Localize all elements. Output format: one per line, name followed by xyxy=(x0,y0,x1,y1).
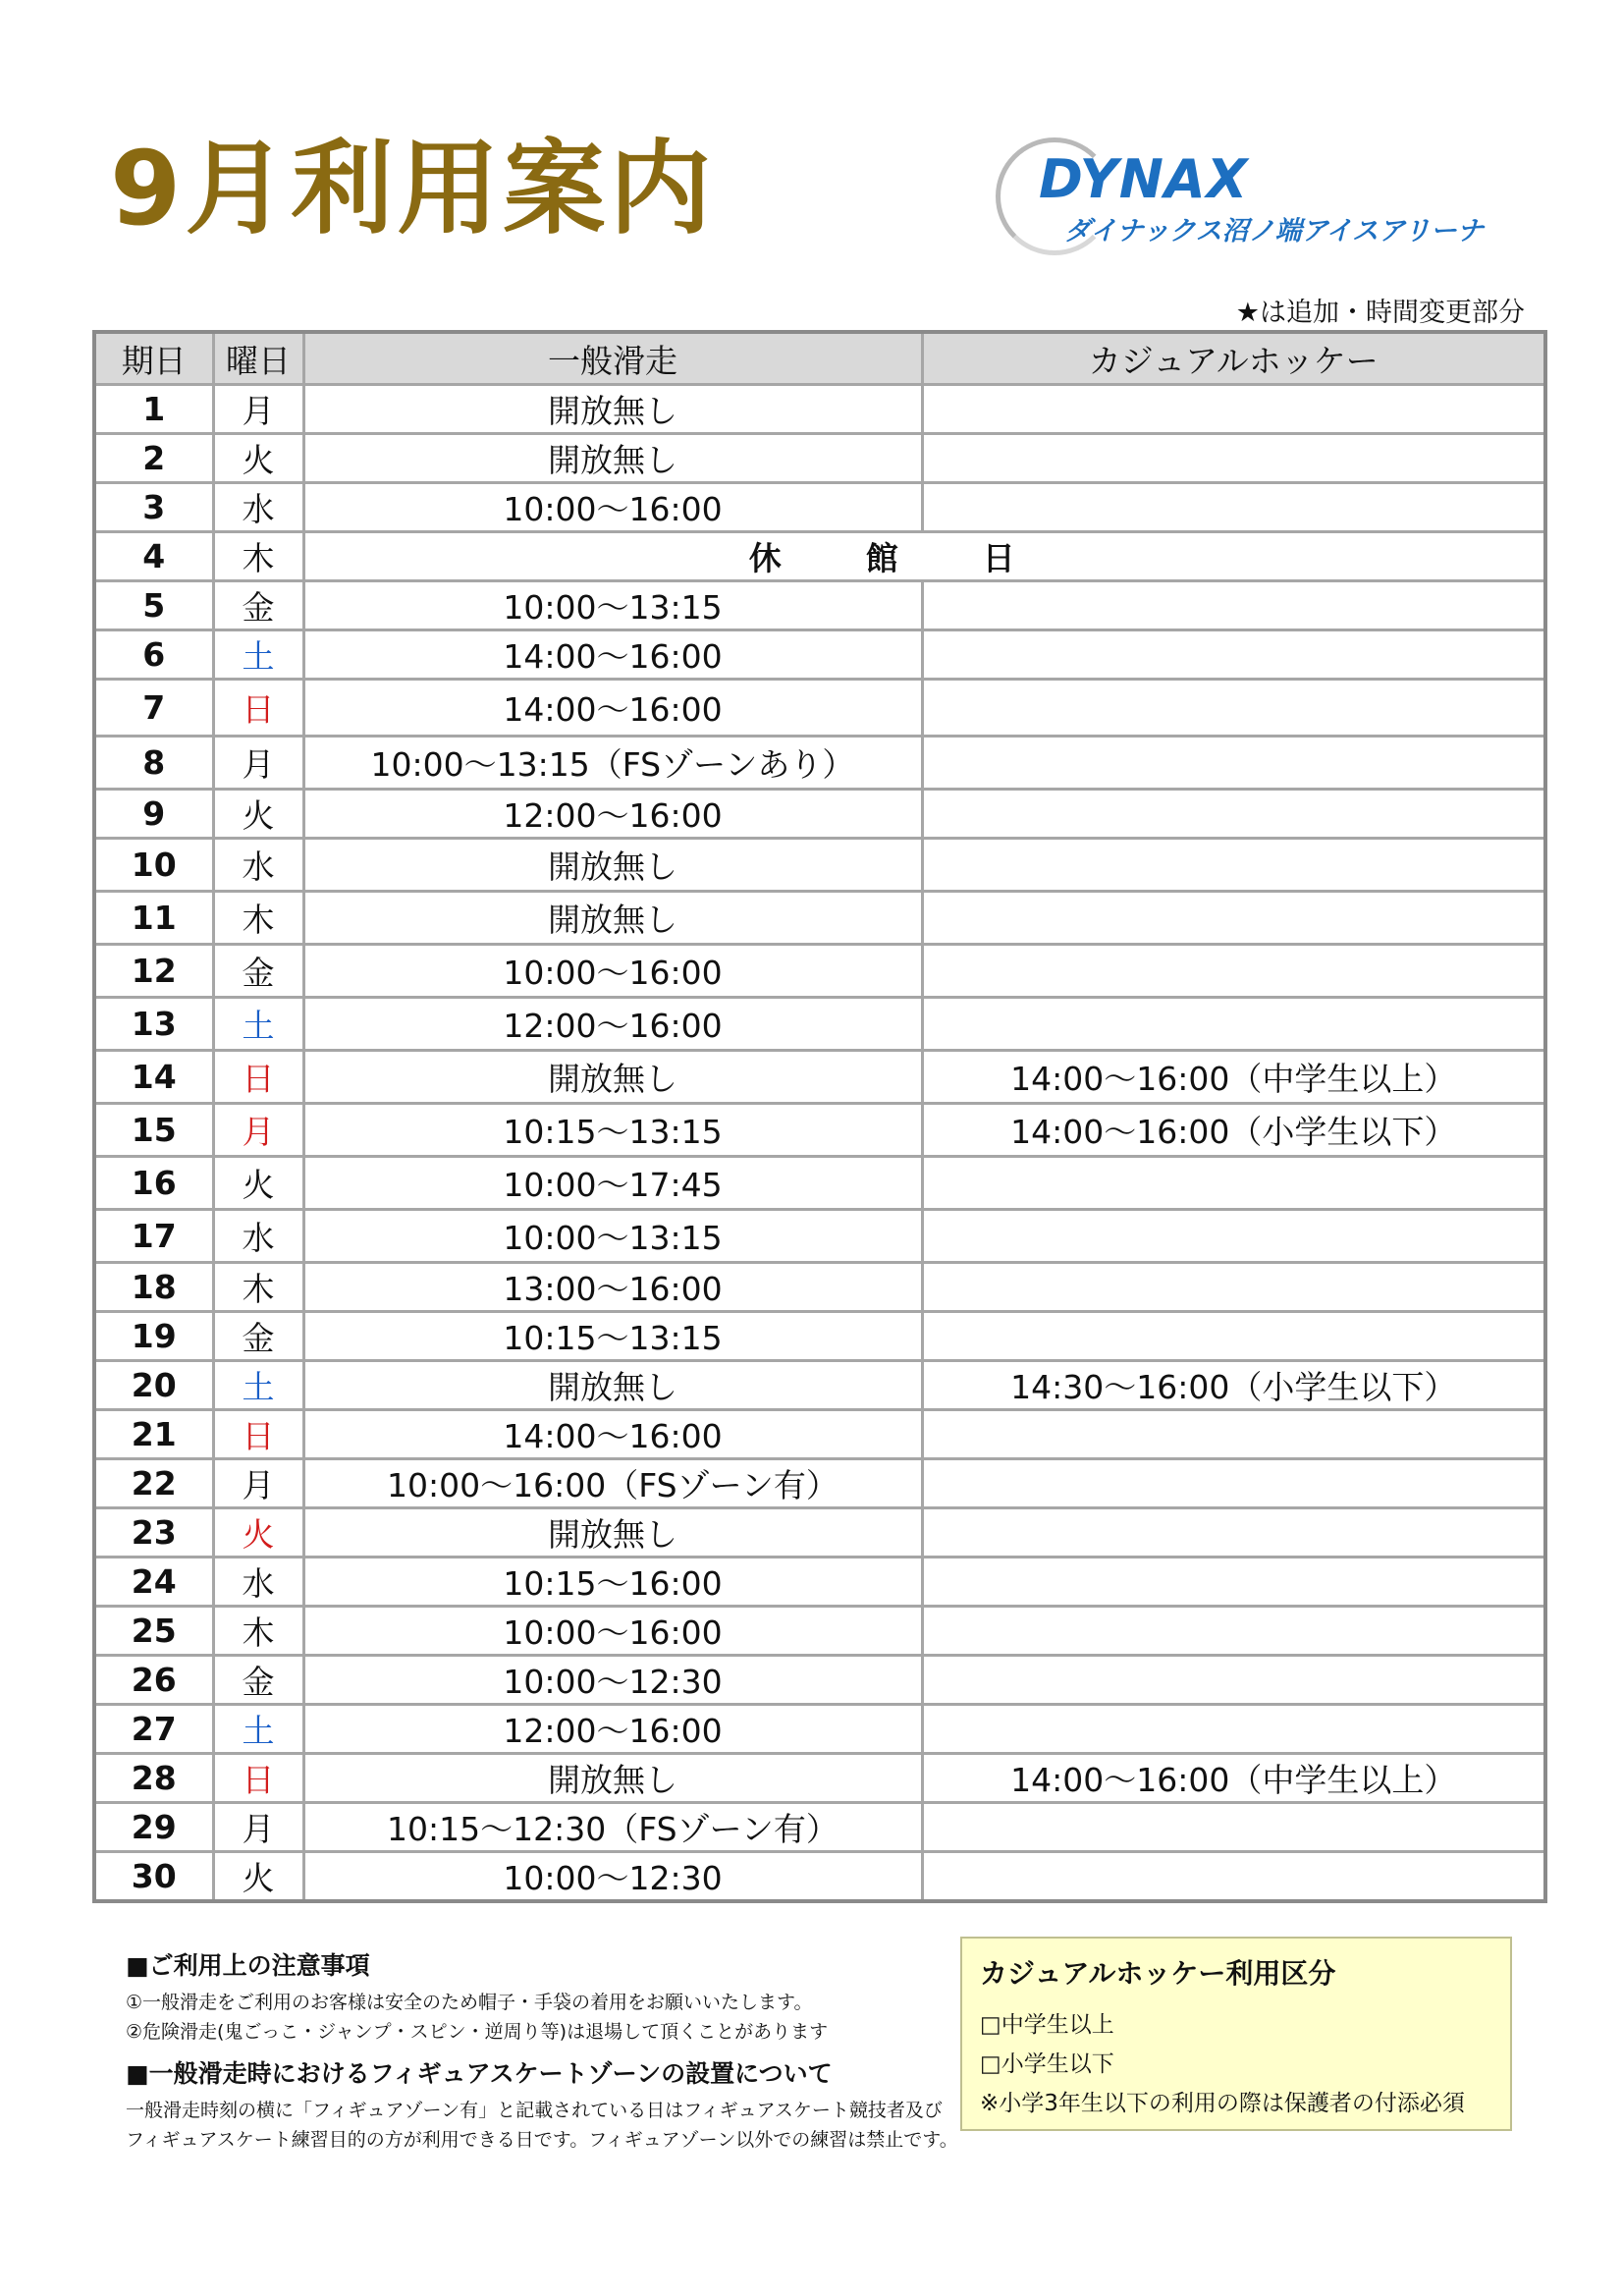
cell-casual-hockey xyxy=(922,630,1545,680)
cell-weekday: 水 xyxy=(213,1558,303,1607)
cell-casual-hockey xyxy=(922,1558,1545,1607)
notes-line: ②危険滑走(鬼ごっこ・ジャンプ・スピン・逆周り等)は退場して頂くことがあります xyxy=(126,2021,829,2043)
cell-general-skating: 12:00～16:00 xyxy=(303,998,922,1051)
table-row xyxy=(94,790,1545,839)
cell-date: 19 xyxy=(94,1312,213,1361)
table-row xyxy=(94,998,1545,1051)
cell-weekday: 土 xyxy=(213,1361,303,1410)
cell-date: 28 xyxy=(94,1754,213,1803)
cell-weekday: 月 xyxy=(213,737,303,790)
table-row xyxy=(94,892,1545,945)
cell-date: 9 xyxy=(94,790,213,839)
cell-weekday: 金 xyxy=(213,1656,303,1705)
cell-general-skating: 10:00～12:30 xyxy=(303,1656,922,1705)
cell-date: 2 xyxy=(94,434,213,483)
table-row xyxy=(94,1508,1545,1558)
cell-date: 10 xyxy=(94,839,213,892)
cell-casual-hockey xyxy=(922,945,1545,998)
cell-general-skating: 13:00～16:00 xyxy=(303,1263,922,1312)
table-row xyxy=(94,581,1545,630)
star-note: ★は追加・時間変更部分 xyxy=(1235,298,1525,328)
cell-weekday: 金 xyxy=(213,581,303,630)
cell-date: 29 xyxy=(94,1803,213,1852)
cell-casual-hockey xyxy=(922,1459,1545,1508)
cell-date: 17 xyxy=(94,1210,213,1263)
table-row xyxy=(94,1410,1545,1459)
cell-casual-hockey xyxy=(922,1803,1545,1852)
cell-date: 5 xyxy=(94,581,213,630)
cell-casual-hockey xyxy=(922,434,1545,483)
cell-casual-hockey xyxy=(922,1607,1545,1656)
table-row xyxy=(94,1754,1545,1803)
cell-weekday: 木 xyxy=(213,1607,303,1656)
cell-general-skating: 10:15～16:00 xyxy=(303,1558,922,1607)
cell-casual-hockey xyxy=(922,1210,1545,1263)
cell-weekday: 水 xyxy=(213,1210,303,1263)
page-title: 9月利用案内 xyxy=(110,129,716,248)
schedule-body xyxy=(94,385,1545,1902)
cell-casual-hockey xyxy=(922,1656,1545,1705)
notes-line: 一般滑走時刻の横に「フィギュアゾーン有」と記載されている日はフィギュアスケート競技者及び xyxy=(126,2100,943,2121)
cell-general-skating: 14:00～16:00 xyxy=(303,1410,922,1459)
hockey-box-item: □中学生以上 xyxy=(980,2012,1114,2038)
cell-weekday: 月 xyxy=(213,1803,303,1852)
cell-weekday: 金 xyxy=(213,1312,303,1361)
table-row xyxy=(94,385,1545,434)
cell-date: 30 xyxy=(94,1852,213,1902)
cell-casual-hockey: 14:30～16:00（小学生以下） xyxy=(922,1361,1545,1410)
table-row xyxy=(94,1705,1545,1754)
notes-heading-figure-zone: ■一般滑走時におけるフィギュアスケートゾーンの設置について xyxy=(126,2059,833,2088)
cell-general-skating: 10:00～16:00 xyxy=(303,483,922,532)
cell-general-skating: 開放無し xyxy=(303,1508,922,1558)
table-row xyxy=(94,1312,1545,1361)
notes-line: ①一般滑走をご利用のお客様は安全のため帽子・手袋の着用をお願いいたします。 xyxy=(126,1992,813,2013)
cell-casual-hockey xyxy=(922,385,1545,434)
cell-date: 24 xyxy=(94,1558,213,1607)
cell-general-skating: 10:00～16:00（FSゾーン有） xyxy=(303,1459,922,1508)
table-row xyxy=(94,1852,1545,1902)
table-row xyxy=(94,680,1545,737)
cell-date: 4 xyxy=(94,532,213,581)
logo-wordmark: DYNAX xyxy=(1039,148,1249,210)
cell-date: 13 xyxy=(94,998,213,1051)
cell-casual-hockey xyxy=(922,1410,1545,1459)
cell-casual-hockey xyxy=(922,1508,1545,1558)
cell-general-skating: 10:00～16:00 xyxy=(303,1607,922,1656)
cell-casual-hockey xyxy=(922,680,1545,737)
dynax-logo xyxy=(994,132,1484,259)
cell-weekday: 土 xyxy=(213,1705,303,1754)
cell-casual-hockey: 14:00～16:00（中学生以上） xyxy=(922,1051,1545,1104)
cell-weekday: 日 xyxy=(213,1051,303,1104)
cell-general-skating: 10:15～13:15 xyxy=(303,1104,922,1157)
cell-date: 15 xyxy=(94,1104,213,1157)
cell-casual-hockey: 14:00～16:00（小学生以下） xyxy=(922,1104,1545,1157)
cell-weekday: 火 xyxy=(213,434,303,483)
cell-general-skating: 12:00～16:00 xyxy=(303,1705,922,1754)
table-header-row xyxy=(94,332,1545,385)
header-weekday: 曜日 xyxy=(213,332,303,385)
hockey-category-box xyxy=(960,1937,1512,2131)
cell-casual-hockey xyxy=(922,483,1545,532)
table-row xyxy=(94,945,1545,998)
cell-date: 22 xyxy=(94,1459,213,1508)
cell-casual-hockey xyxy=(922,1705,1545,1754)
cell-weekday: 月 xyxy=(213,1104,303,1157)
cell-weekday: 木 xyxy=(213,1263,303,1312)
cell-date: 6 xyxy=(94,630,213,680)
table-row xyxy=(94,1051,1545,1104)
cell-general-skating: 開放無し xyxy=(303,434,922,483)
cell-date: 25 xyxy=(94,1607,213,1656)
cell-weekday: 金 xyxy=(213,945,303,998)
cell-weekday: 月 xyxy=(213,1459,303,1508)
cell-general-skating: 10:00～13:15 xyxy=(303,1210,922,1263)
table-row xyxy=(94,1104,1545,1157)
cell-weekday: 日 xyxy=(213,1410,303,1459)
cell-casual-hockey xyxy=(922,892,1545,945)
cell-date: 21 xyxy=(94,1410,213,1459)
usage-notes xyxy=(126,1946,960,2155)
hockey-box-title: カジュアルホッケー利用区分 xyxy=(980,1957,1336,1990)
cell-general-skating: 12:00～16:00 xyxy=(303,790,922,839)
cell-general-skating: 10:00～13:15 xyxy=(303,581,922,630)
cell-date: 26 xyxy=(94,1656,213,1705)
cell-date: 8 xyxy=(94,737,213,790)
header-date: 期日 xyxy=(94,332,213,385)
table-row xyxy=(94,1210,1545,1263)
cell-weekday: 水 xyxy=(213,483,303,532)
cell-casual-hockey xyxy=(922,1852,1545,1902)
cell-general-skating: 開放無し xyxy=(303,1754,922,1803)
cell-weekday: 火 xyxy=(213,1852,303,1902)
table-row xyxy=(94,1157,1545,1210)
cell-weekday: 木 xyxy=(213,532,303,581)
cell-casual-hockey xyxy=(922,839,1545,892)
cell-date: 7 xyxy=(94,680,213,737)
table-row xyxy=(94,483,1545,532)
cell-casual-hockey xyxy=(922,737,1545,790)
cell-weekday: 土 xyxy=(213,630,303,680)
cell-weekday: 火 xyxy=(213,1508,303,1558)
cell-general-skating: 10:00～17:45 xyxy=(303,1157,922,1210)
cell-general-skating: 10:00～12:30 xyxy=(303,1852,922,1902)
table-row xyxy=(94,839,1545,892)
header-general-skating: 一般滑走 xyxy=(303,332,922,385)
schedule-table xyxy=(92,330,1547,1903)
cell-date: 12 xyxy=(94,945,213,998)
cell-casual-hockey xyxy=(922,1312,1545,1361)
table-row xyxy=(94,1361,1545,1410)
cell-general-skating: 開放無し xyxy=(303,892,922,945)
table-row xyxy=(94,737,1545,790)
cell-casual-hockey xyxy=(922,998,1545,1051)
cell-general-skating: 10:00～13:15（FSゾーンあり） xyxy=(303,737,922,790)
cell-weekday: 水 xyxy=(213,839,303,892)
hockey-box-item: ※小学3年生以下の利用の際は保護者の付添必須 xyxy=(980,2091,1465,2116)
table-row xyxy=(94,1459,1545,1508)
table-row xyxy=(94,1656,1545,1705)
cell-casual-hockey xyxy=(922,790,1545,839)
cell-date: 20 xyxy=(94,1361,213,1410)
table-row xyxy=(94,630,1545,680)
cell-general-skating: 開放無し xyxy=(303,839,922,892)
cell-weekday: 月 xyxy=(213,385,303,434)
cell-general-skating: 10:00～16:00 xyxy=(303,945,922,998)
cell-general-skating: 開放無し xyxy=(303,1051,922,1104)
cell-date: 1 xyxy=(94,385,213,434)
cell-date: 14 xyxy=(94,1051,213,1104)
cell-weekday: 木 xyxy=(213,892,303,945)
cell-date: 18 xyxy=(94,1263,213,1312)
cell-casual-hockey xyxy=(922,581,1545,630)
cell-general-skating: 14:00～16:00 xyxy=(303,680,922,737)
cell-weekday: 日 xyxy=(213,1754,303,1803)
notes-heading-usage: ■ご利用上の注意事項 xyxy=(126,1951,370,1980)
table-row xyxy=(94,1607,1545,1656)
cell-weekday: 火 xyxy=(213,790,303,839)
cell-weekday: 火 xyxy=(213,1157,303,1210)
cell-date: 16 xyxy=(94,1157,213,1210)
cell-date: 23 xyxy=(94,1508,213,1558)
notes-line: フィギュアスケート練習目的の方が利用できる日です。フィギュアゾーン以外での練習は禁止です。 xyxy=(126,2129,958,2151)
cell-closed-day: 休館日 xyxy=(303,532,1545,581)
table-row xyxy=(94,1263,1545,1312)
cell-general-skating: 10:15～13:15 xyxy=(303,1312,922,1361)
cell-casual-hockey xyxy=(922,1263,1545,1312)
cell-general-skating: 10:15～12:30（FSゾーン有） xyxy=(303,1803,922,1852)
logo-subtitle: ダイナックス沼ノ端アイスアリーナ xyxy=(1064,216,1484,246)
cell-general-skating: 開放無し xyxy=(303,1361,922,1410)
table-row xyxy=(94,532,1545,581)
cell-general-skating: 開放無し xyxy=(303,385,922,434)
cell-date: 27 xyxy=(94,1705,213,1754)
cell-casual-hockey xyxy=(922,1157,1545,1210)
table-row xyxy=(94,1803,1545,1852)
cell-date: 11 xyxy=(94,892,213,945)
table-row xyxy=(94,1558,1545,1607)
cell-weekday: 日 xyxy=(213,680,303,737)
cell-general-skating: 14:00～16:00 xyxy=(303,630,922,680)
header-casual-hockey: カジュアルホッケー xyxy=(922,332,1545,385)
hockey-box-item: □小学生以下 xyxy=(980,2051,1114,2077)
cell-date: 3 xyxy=(94,483,213,532)
cell-weekday: 土 xyxy=(213,998,303,1051)
cell-casual-hockey: 14:00～16:00（中学生以上） xyxy=(922,1754,1545,1803)
table-row xyxy=(94,434,1545,483)
